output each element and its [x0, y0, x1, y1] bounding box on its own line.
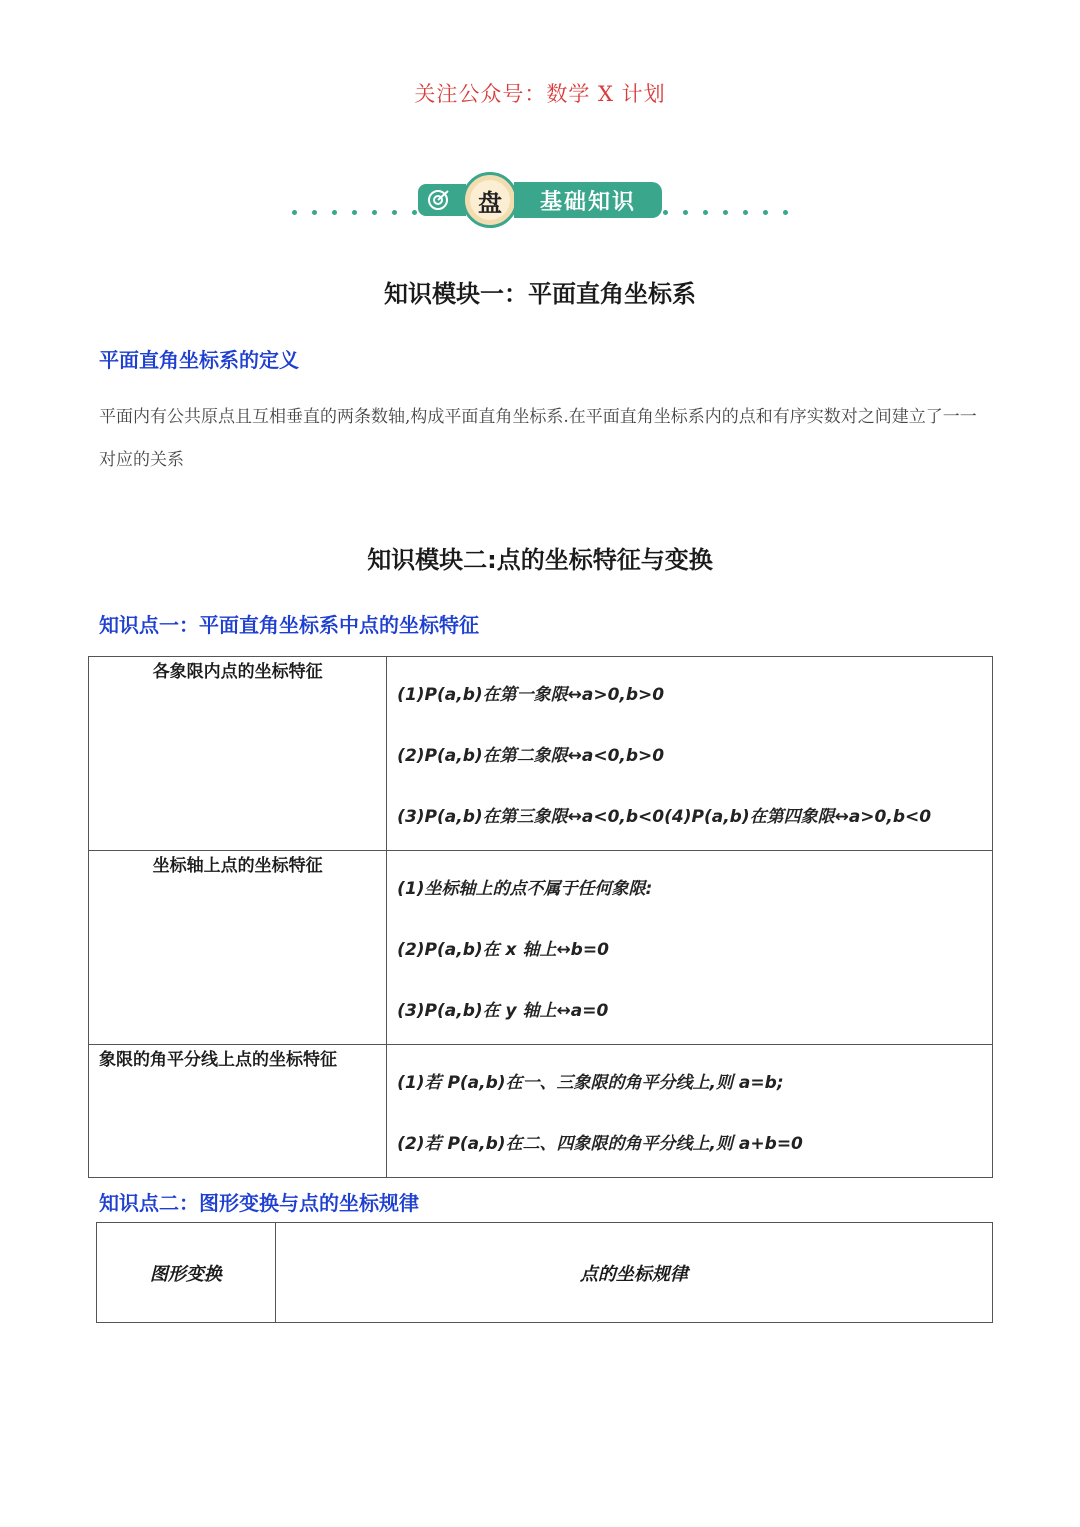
col-header-transform: 图形变换: [97, 1223, 276, 1323]
point1-heading: 知识点一：平面直角坐标系中点的坐标特征: [99, 613, 479, 637]
rule-item: (2)P(a,b)在第二象限↔a<0,b>0: [397, 746, 665, 766]
module1-section-heading: 平面直角坐标系的定义: [99, 348, 299, 372]
banner-label: 基础知识: [514, 182, 662, 218]
row-label: 象限的角平分线上点的坐标特征: [89, 1045, 387, 1178]
banner-badge: [462, 172, 518, 228]
col-header-rule: 点的坐标规律: [275, 1223, 992, 1323]
target-icon: [426, 188, 450, 212]
rule-item: (1)坐标轴上的点不属于任何象限:: [397, 879, 653, 899]
row-rules: [387, 851, 993, 1045]
table-row: [89, 1045, 993, 1178]
banner-badge-char: 盘: [470, 180, 510, 220]
rule-item: (2)P(a,b)在 x 轴上↔b=0: [397, 940, 609, 960]
row-rules: [387, 1045, 993, 1178]
row-label: 各象限内点的坐标特征: [89, 657, 387, 851]
rule-item: (3)P(a,b)在第三象限↔a<0,b<0(4)P(a,b)在第四象限↔a>0,b<0: [397, 807, 932, 827]
rule-item: (1)P(a,b)在第一象限↔a>0,b>0: [397, 685, 665, 705]
module1-title: 知识模块一：平面直角坐标系: [384, 280, 696, 308]
transform-rules-table: [96, 1222, 993, 1323]
rule-item: (3)P(a,b)在 y 轴上↔a=0: [397, 1001, 609, 1021]
module1-paragraph: 平面内有公共原点且互相垂直的两条数轴,构成平面直角坐标系.在平面直角坐标系内的点和有序实数对之间建立了一一对应的关系: [99, 407, 977, 470]
rule-item: (1)若 P(a,b)在一、三象限的角平分线上,则 a=b;: [397, 1073, 784, 1093]
rule-item: (2)若 P(a,b)在二、四象限的角平分线上,则 a+b=0: [397, 1134, 803, 1154]
table-header-row: [97, 1223, 993, 1323]
section-banner: [292, 176, 788, 226]
header-note: 关注公众号：数学 X 计划: [414, 82, 666, 106]
table-row: [89, 657, 993, 851]
banner-dots-right: [663, 210, 788, 215]
table-row: [89, 851, 993, 1045]
module2-title: 知识模块二:点的坐标特征与变换: [367, 546, 713, 574]
banner-dots-left: [292, 210, 417, 215]
point2-heading: 知识点二：图形变换与点的坐标规律: [99, 1191, 419, 1215]
coordinate-features-table: [88, 656, 993, 1178]
row-label: 坐标轴上点的坐标特征: [89, 851, 387, 1045]
row-rules: [387, 657, 993, 851]
